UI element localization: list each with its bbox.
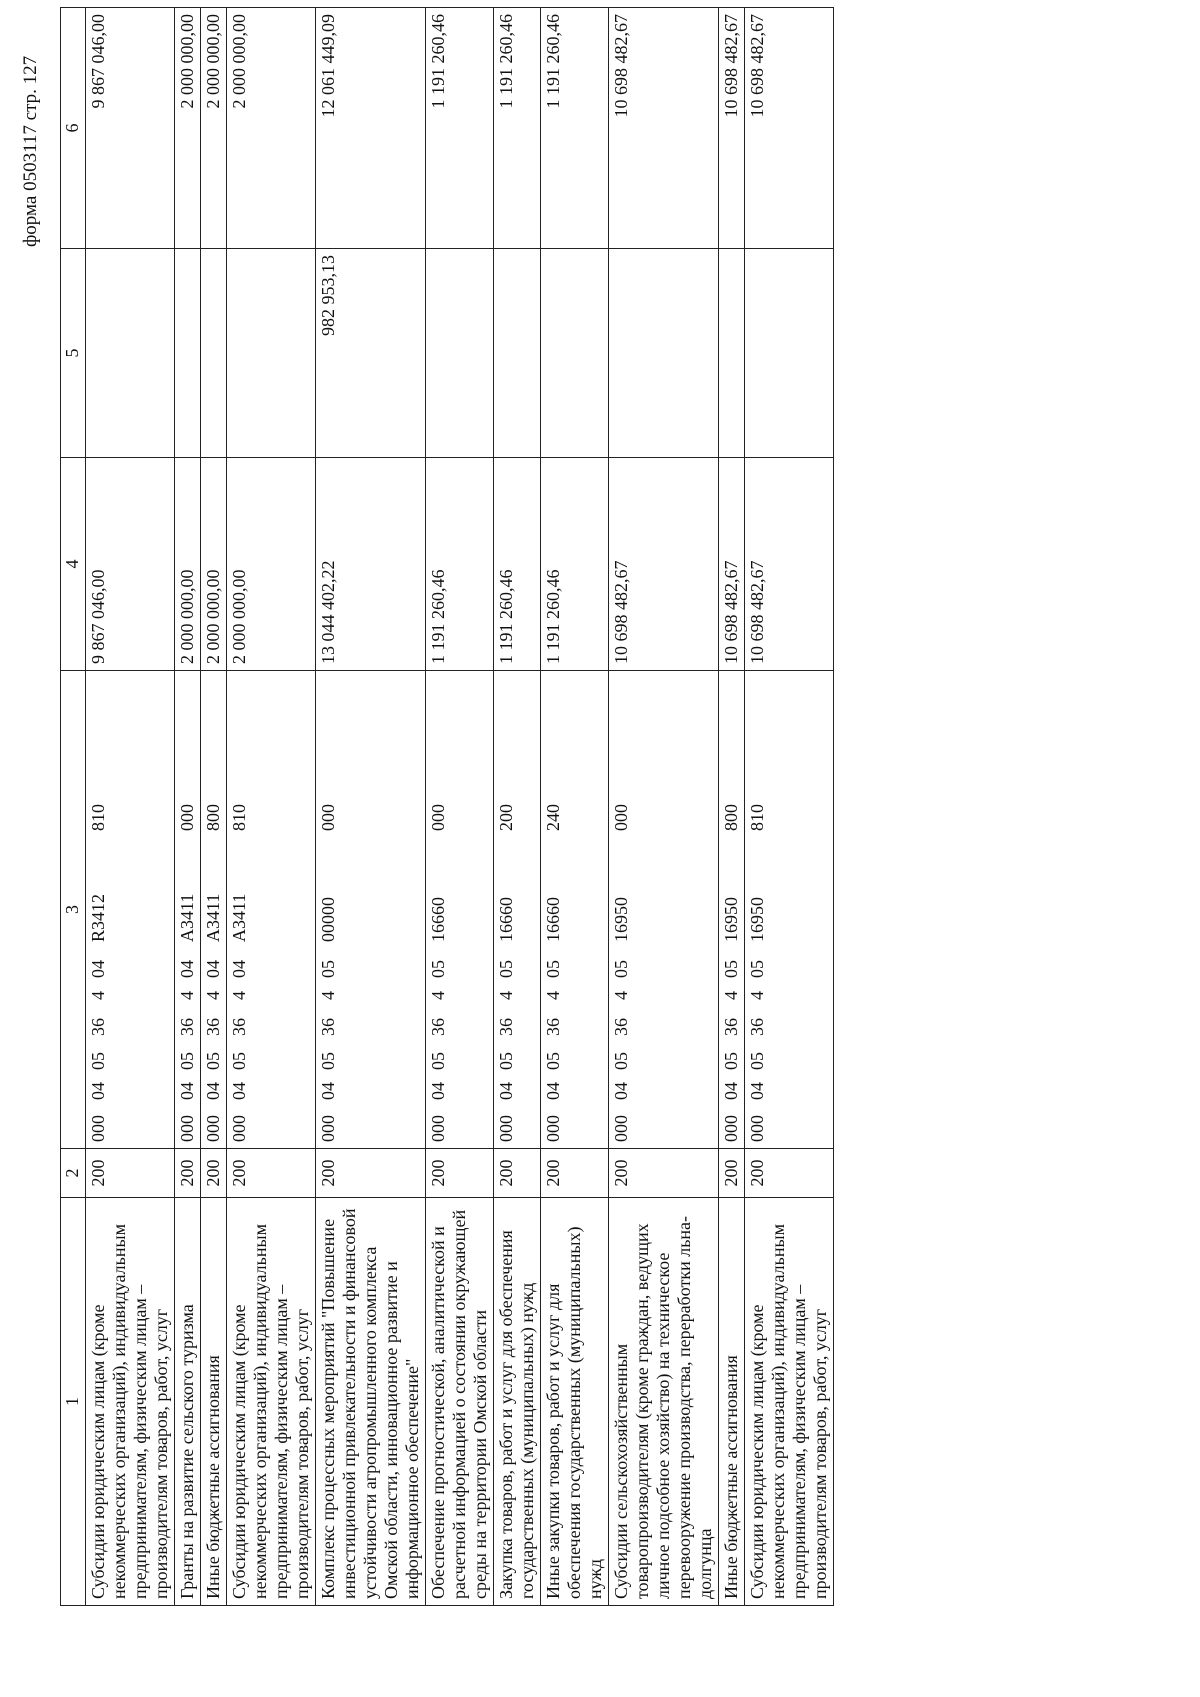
table-row [541, 8, 609, 1606]
budget-code-part: 16660 [543, 897, 563, 942]
row-budget-code [86, 671, 175, 1149]
row-name: Иные закупки товаров, работ и услуг для обеспечения государственных (муниципальных) нужд [541, 1198, 609, 1606]
row-executed [541, 249, 609, 458]
header-col-2: 2 [61, 1149, 86, 1198]
budget-code-part: 36 [543, 1018, 563, 1036]
budget-code-parts [496, 677, 517, 1142]
budget-code-part: 05 [496, 1052, 516, 1070]
row-budget-code [426, 671, 494, 1149]
budget-code-part: 36 [318, 1018, 338, 1036]
row-remaining: 2 000 000,00 [227, 8, 316, 249]
row-remaining: 10 698 482,67 [609, 8, 719, 249]
budget-code-part: 04 [88, 960, 108, 978]
row-line-code: 200 [86, 1149, 175, 1198]
budget-code-part: 36 [428, 1018, 448, 1036]
budget-code-part: 4 [88, 991, 108, 1000]
table-row [494, 8, 541, 1606]
row-approved: 1 191 260,46 [494, 458, 541, 671]
row-executed: 982 953,13 [316, 249, 426, 458]
budget-code-part: 000 [543, 1115, 563, 1142]
budget-code-part: 04 [88, 1082, 108, 1100]
budget-code-part: 04 [747, 1082, 767, 1100]
budget-code-part: 36 [203, 1018, 223, 1036]
budget-code-part: 4 [203, 991, 223, 1000]
form-reference: форма 0503117 стр. 127 [20, 55, 41, 247]
row-approved: 10 698 482,67 [745, 458, 834, 671]
table-row [175, 8, 201, 1606]
table-row [227, 8, 316, 1606]
budget-code-part: 000 [318, 1115, 338, 1142]
budget-code-part: 000 [747, 1115, 767, 1142]
budget-code-part: 04 [177, 1082, 197, 1100]
budget-code-part: 05 [229, 1052, 249, 1070]
row-line-code: 200 [719, 1149, 745, 1198]
budget-code-part: А3411 [177, 893, 197, 942]
row-remaining: 2 000 000,00 [175, 8, 201, 249]
row-approved: 2 000 000,00 [201, 458, 227, 671]
table-row [86, 8, 175, 1606]
row-name: Обеспечение прогностической, аналитической и расчетной информацией о состоянии окружающей среды на территории Омской области [426, 1198, 494, 1606]
table-row [745, 8, 834, 1606]
budget-code-parts [543, 677, 564, 1142]
row-executed [719, 249, 745, 458]
header-col-3: 3 [61, 671, 86, 1149]
row-name: Субсидии сельскохозяйственным товаропроизводителям (кроме граждан, ведущих личное подсобное хозяйство) на техническое перевооружение производства, переработки льна-долгунца [609, 1198, 719, 1606]
budget-code-part: 240 [543, 804, 563, 831]
budget-code-parts [203, 677, 224, 1142]
budget-code-part: 05 [203, 1052, 223, 1070]
budget-code-part: 36 [88, 1018, 108, 1036]
row-approved: 10 698 482,67 [719, 458, 745, 671]
row-budget-code [227, 671, 316, 1149]
budget-code-part: 05 [177, 1052, 197, 1070]
budget-code-part: 05 [721, 960, 741, 978]
budget-code-part: R3412 [88, 893, 108, 942]
budget-code-part: 05 [543, 960, 563, 978]
budget-code-part: 05 [721, 1052, 741, 1070]
budget-code-part: 36 [747, 1018, 767, 1036]
row-executed [201, 249, 227, 458]
header-col-4: 4 [61, 458, 86, 671]
budget-code-parts [229, 677, 250, 1142]
budget-code-part: 4 [428, 991, 448, 1000]
row-approved: 13 044 402,22 [316, 458, 426, 671]
budget-code-part: 4 [721, 991, 741, 1000]
budget-code-part: 000 [721, 1115, 741, 1142]
row-remaining: 1 191 260,46 [541, 8, 609, 249]
row-name: Субсидии юридическим лицам (кроме некоммерческих организаций), индивидуальным предпринимателям, физическим лицам – производителям товаров, работ, услуг [745, 1198, 834, 1606]
budget-code-part: 16950 [721, 897, 741, 942]
budget-code-part: 04 [203, 960, 223, 978]
budget-code-part: 000 [203, 1115, 223, 1142]
budget-code-part: 36 [721, 1018, 741, 1036]
row-approved: 1 191 260,46 [541, 458, 609, 671]
budget-code-part: 04 [721, 1082, 741, 1100]
header-col-6: 6 [61, 8, 86, 249]
budget-code-part: 4 [177, 991, 197, 1000]
budget-code-part: 04 [177, 960, 197, 978]
row-approved: 10 698 482,67 [609, 458, 719, 671]
row-remaining: 1 191 260,46 [494, 8, 541, 249]
row-budget-code [745, 671, 834, 1149]
row-budget-code [494, 671, 541, 1149]
budget-code-part: 05 [611, 960, 631, 978]
row-remaining: 12 061 449,09 [316, 8, 426, 249]
budget-code-part: 05 [428, 1052, 448, 1070]
row-executed [175, 249, 201, 458]
budget-code-part: 4 [318, 991, 338, 1000]
row-executed [86, 249, 175, 458]
budget-code-part: 000 [177, 1115, 197, 1142]
row-executed [426, 249, 494, 458]
budget-code-part: 16660 [428, 897, 448, 942]
header-col-5: 5 [61, 249, 86, 458]
budget-code-part: 4 [543, 991, 563, 1000]
row-name: Комплекс процессных мероприятий "Повышение инвестиционной привлекательности и финансовой устойчивости агропромышленного комплекса Омской области, инновационное развитие и информационное обеспечение" [316, 1198, 426, 1606]
budget-code-part: 00000 [318, 897, 338, 942]
row-line-code: 200 [609, 1149, 719, 1198]
budget-code-part: 05 [318, 1052, 338, 1070]
budget-code-part: 000 [318, 804, 338, 831]
budget-code-part: 000 [177, 804, 197, 831]
table-row [609, 8, 719, 1606]
row-line-code: 200 [316, 1149, 426, 1198]
row-approved: 9 867 046,00 [86, 458, 175, 671]
budget-code-part: 000 [428, 1115, 448, 1142]
budget-code-part: 04 [611, 1082, 631, 1100]
budget-code-part: 16950 [611, 897, 631, 942]
budget-code-part: 000 [496, 1115, 516, 1142]
budget-code-part: 800 [203, 804, 223, 831]
row-approved: 2 000 000,00 [227, 458, 316, 671]
budget-code-part: 36 [177, 1018, 197, 1036]
row-budget-code [316, 671, 426, 1149]
table-row [201, 8, 227, 1606]
budget-code-part: 810 [88, 804, 108, 831]
table-row [316, 8, 426, 1606]
budget-code-part: 800 [721, 804, 741, 831]
budget-code-parts [88, 677, 109, 1142]
row-name: Иные бюджетные ассигнования [201, 1198, 227, 1606]
budget-code-part: 05 [747, 960, 767, 978]
row-line-code: 200 [175, 1149, 201, 1198]
budget-code-part: А3411 [229, 893, 249, 942]
budget-code-part: 05 [318, 960, 338, 978]
budget-code-part: 16660 [496, 897, 516, 942]
budget-code-part: 810 [229, 804, 249, 831]
budget-code-part: 4 [747, 991, 767, 1000]
budget-code-part: 810 [747, 804, 767, 831]
budget-code-part: 36 [611, 1018, 631, 1036]
header-row [61, 8, 86, 1606]
budget-code-parts [177, 677, 198, 1142]
budget-code-part: 4 [229, 991, 249, 1000]
budget-code-part: 000 [611, 804, 631, 831]
budget-code-part: 05 [88, 1052, 108, 1070]
row-remaining: 10 698 482,67 [719, 8, 745, 249]
row-budget-code [541, 671, 609, 1149]
budget-code-part: 05 [428, 960, 448, 978]
budget-code-part: 04 [229, 1082, 249, 1100]
budget-code-part: А3411 [203, 893, 223, 942]
row-remaining: 9 867 046,00 [86, 8, 175, 249]
budget-code-part: 05 [496, 960, 516, 978]
budget-code-parts [318, 677, 339, 1142]
budget-code-parts [747, 677, 768, 1142]
row-executed [494, 249, 541, 458]
table-row [719, 8, 745, 1606]
budget-code-part: 200 [496, 804, 516, 831]
row-name: Иные бюджетные ассигнования [719, 1198, 745, 1606]
row-approved: 1 191 260,46 [426, 458, 494, 671]
budget-code-part: 05 [611, 1052, 631, 1070]
budget-code-part: 04 [496, 1082, 516, 1100]
row-name: Закупка товаров, работ и услуг для обеспечения государственных (муниципальных) нужд [494, 1198, 541, 1606]
budget-code-part: 36 [229, 1018, 249, 1036]
budget-code-part: 000 [428, 804, 448, 831]
budget-code-part: 04 [428, 1082, 448, 1100]
row-remaining: 1 191 260,46 [426, 8, 494, 249]
budget-code-parts [611, 677, 632, 1142]
row-executed [745, 249, 834, 458]
row-remaining: 10 698 482,67 [745, 8, 834, 249]
row-line-code: 200 [494, 1149, 541, 1198]
budget-code-part: 04 [543, 1082, 563, 1100]
row-line-code: 200 [201, 1149, 227, 1198]
budget-table [60, 7, 834, 1606]
row-name: Субсидии юридическим лицам (кроме некоммерческих организаций), индивидуальным предпринимателям, физическим лицам – производителям товаров, работ, услуг [86, 1198, 175, 1606]
budget-code-part: 4 [496, 991, 516, 1000]
budget-code-part: 000 [611, 1115, 631, 1142]
budget-code-part: 04 [203, 1082, 223, 1100]
budget-code-part: 05 [747, 1052, 767, 1070]
row-budget-code [719, 671, 745, 1149]
row-name: Субсидии юридическим лицам (кроме некоммерческих организаций), индивидуальным предпринимателям, физическим лицам – производителям товаров, работ, услуг [227, 1198, 316, 1606]
row-remaining: 2 000 000,00 [201, 8, 227, 249]
row-budget-code [201, 671, 227, 1149]
budget-code-parts [721, 677, 742, 1142]
budget-code-part: 05 [543, 1052, 563, 1070]
row-executed [609, 249, 719, 458]
row-line-code: 200 [227, 1149, 316, 1198]
budget-code-parts [428, 677, 449, 1142]
budget-code-part: 000 [229, 1115, 249, 1142]
table-row [426, 8, 494, 1606]
row-approved: 2 000 000,00 [175, 458, 201, 671]
row-line-code: 200 [745, 1149, 834, 1198]
budget-code-part: 16950 [747, 897, 767, 942]
budget-code-part: 36 [496, 1018, 516, 1036]
budget-code-part: 04 [229, 960, 249, 978]
budget-code-part: 4 [611, 991, 631, 1000]
row-executed [227, 249, 316, 458]
budget-code-part: 04 [318, 1082, 338, 1100]
row-budget-code [609, 671, 719, 1149]
row-budget-code [175, 671, 201, 1149]
row-line-code: 200 [541, 1149, 609, 1198]
row-line-code: 200 [426, 1149, 494, 1198]
header-col-1: 1 [61, 1198, 86, 1606]
budget-code-part: 000 [88, 1115, 108, 1142]
row-name: Гранты на развитие сельского туризма [175, 1198, 201, 1606]
